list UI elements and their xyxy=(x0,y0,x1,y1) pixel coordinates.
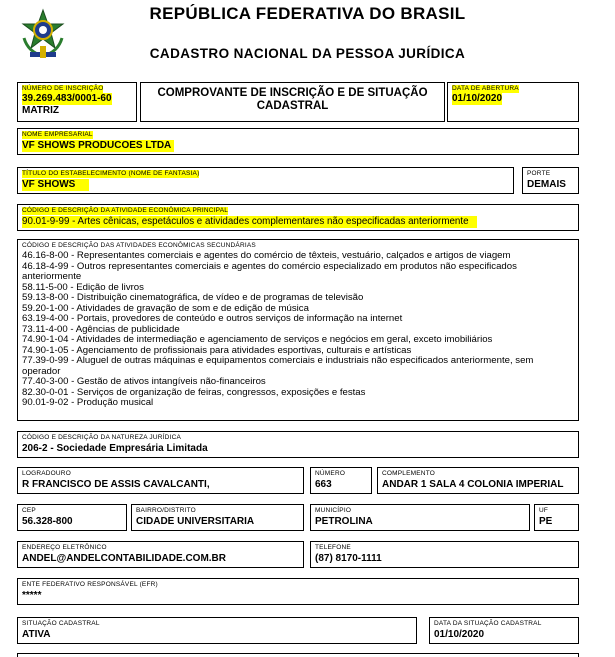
cep-box xyxy=(17,504,127,531)
atividade-principal-label: CÓDIGO E DESCRIÇÃO DA ATIVIDADE ECONÔMICA PRINCIPAL xyxy=(22,207,229,214)
atividade-principal-value: 90.01-9-99 - Artes cênicas, espetáculos e atividades complementares não especificadas anteriormente xyxy=(22,216,477,228)
next-box-partial xyxy=(17,653,579,657)
inscricao-box xyxy=(17,82,137,122)
list-item: 59.20-1-00 - Atividades de gravação de som e de edição de música xyxy=(22,302,309,314)
bairro-label: BAIRRO/DISTRITO xyxy=(136,507,196,514)
porte-box xyxy=(522,167,579,194)
abertura-value: 01/10/2020 xyxy=(452,93,503,104)
fantasia-box xyxy=(17,167,514,194)
page-title: REPÚBLICA FEDERATIVA DO BRASIL xyxy=(149,4,466,23)
nome-box xyxy=(17,128,579,155)
efr-box xyxy=(17,578,579,605)
list-item: 74.90-1-05 - Agenciamento de profissionais para atividades esportivas, culturais e artísticas xyxy=(22,344,412,356)
telefone-box xyxy=(310,541,579,568)
complemento-box xyxy=(377,467,579,494)
efr-value: ***** xyxy=(22,590,42,601)
comprovante-title: COMPROVANTE DE INSCRIÇÃO E DE SITUAÇÃO CADASTRAL xyxy=(157,87,428,112)
nome-value: VF SHOWS PRODUCOES LTDA xyxy=(22,140,174,152)
situacao-data-label: DATA DA SITUAÇÃO CADASTRAL xyxy=(434,620,542,627)
list-item: 74.90-1-04 - Atividades de intermediação e agenciamento de serviços e negócios em geral, exceto imobiliários xyxy=(22,334,493,345)
email-value: ANDEL@ANDELCONTABILIDADE.COM.BR xyxy=(22,553,226,564)
fantasia-label: TÍTULO DO ESTABELECIMENTO (NOME DE FANTASIA) xyxy=(22,170,200,177)
natureza-box xyxy=(17,431,579,458)
cep-value: 56.328-800 xyxy=(22,516,73,527)
bairro-value: CIDADE UNIVERSITARIA xyxy=(136,516,255,527)
atividade-principal-box xyxy=(17,204,579,231)
situacao-box xyxy=(17,617,417,644)
atividades-secundarias-label: CÓDIGO E DESCRIÇÃO DAS ATIVIDADES ECONÔMICAS SECUNDÁRIAS xyxy=(22,242,256,249)
logradouro-box xyxy=(17,467,304,494)
logradouro-label: LOGRADOURO xyxy=(22,470,71,477)
natureza-value: 206-2 - Sociedade Empresária Limitada xyxy=(22,443,208,454)
list-item: 77.40-3-00 - Gestão de ativos intangíveis não-financeiros xyxy=(22,376,266,387)
comprovante-box xyxy=(140,82,445,122)
inscricao-label: NÚMERO DE INSCRIÇÃO xyxy=(22,85,104,92)
numero-label: NÚMERO xyxy=(315,470,346,477)
situacao-data-box xyxy=(429,617,579,644)
complemento-label: COMPLEMENTO xyxy=(382,470,436,477)
porte-value: DEMAIS xyxy=(527,179,566,190)
list-item: 58.11-5-00 - Edição de livros xyxy=(22,281,144,293)
email-label: ENDEREÇO ELETRÔNICO xyxy=(22,544,107,551)
municipio-value: PETROLINA xyxy=(315,516,373,527)
situacao-label: SITUAÇÃO CADASTRAL xyxy=(22,620,100,627)
uf-label: UF xyxy=(539,507,549,514)
email-box xyxy=(17,541,304,568)
list-item: 73.11-4-00 - Agências de publicidade xyxy=(22,323,180,335)
efr-label: ENTE FEDERATIVO RESPONSÁVEL (EFR) xyxy=(22,581,158,588)
uf-box xyxy=(534,504,579,531)
list-item: 82.30-0-01 - Serviços de organização de feiras, congressos, exposições e festas xyxy=(22,386,366,398)
inscricao-value: 39.269.483/0001-60 xyxy=(22,93,112,104)
logradouro-value: R FRANCISCO DE ASSIS CAVALCANTI, xyxy=(22,479,210,490)
municipio-label: MUNICÍPIO xyxy=(315,507,352,514)
abertura-box xyxy=(447,82,579,122)
list-item: operador xyxy=(22,365,61,377)
natureza-label: CÓDIGO E DESCRIÇÃO DA NATUREZA JURÍDICA xyxy=(22,434,182,441)
abertura-label: DATA DE ABERTURA xyxy=(452,85,519,92)
nome-label: NOME EMPRESARIAL xyxy=(22,131,93,138)
situacao-value: ATIVA xyxy=(22,629,51,640)
bairro-box xyxy=(131,504,304,531)
list-item: 46.18-4-99 - Outros representantes comerciais e agentes do comércio especializado em produtos não especificados xyxy=(22,260,517,272)
telefone-value: (87) 8170-1111 xyxy=(315,553,382,564)
list-item: 77.39-0-99 - Aluguel de outras máquinas e equipamentos comerciais e industriais não especificados anteriormente, sem xyxy=(22,355,534,366)
list-item: 90.01-9-02 - Produção musical xyxy=(22,397,154,408)
list-item: 59.13-8-00 - Distribuição cinematográfica, de vídeo e de programas de televisão xyxy=(22,292,364,303)
numero-value: 663 xyxy=(315,479,332,490)
complemento-value: ANDAR 1 SALA 4 COLONIA IMPERIAL xyxy=(382,479,564,490)
fantasia-value: VF SHOWS xyxy=(22,179,89,191)
list-item: anteriormente xyxy=(22,271,82,282)
atividades-secundarias-list xyxy=(22,251,533,409)
uf-value: PE xyxy=(539,516,553,527)
list-item: 63.19-4-00 - Portais, provedores de conteúdo e outros serviços de informação na internet xyxy=(22,313,403,324)
municipio-box xyxy=(310,504,530,531)
porte-label: PORTE xyxy=(527,170,551,177)
numero-box xyxy=(310,467,372,494)
telefone-label: TELEFONE xyxy=(315,544,351,551)
inscricao-tipo: MATRIZ xyxy=(22,105,60,116)
situacao-data-value: 01/10/2020 xyxy=(434,629,485,640)
atividades-secundarias-box xyxy=(17,239,579,421)
page-subtitle: CADASTRO NACIONAL DA PESSOA JURÍDICA xyxy=(149,46,466,61)
cep-label: CEP xyxy=(22,507,36,514)
list-item: 46.16-8-00 - Representantes comerciais e agentes do comércio de têxteis, vestuário, calçados e artigos de viagem xyxy=(22,250,511,261)
